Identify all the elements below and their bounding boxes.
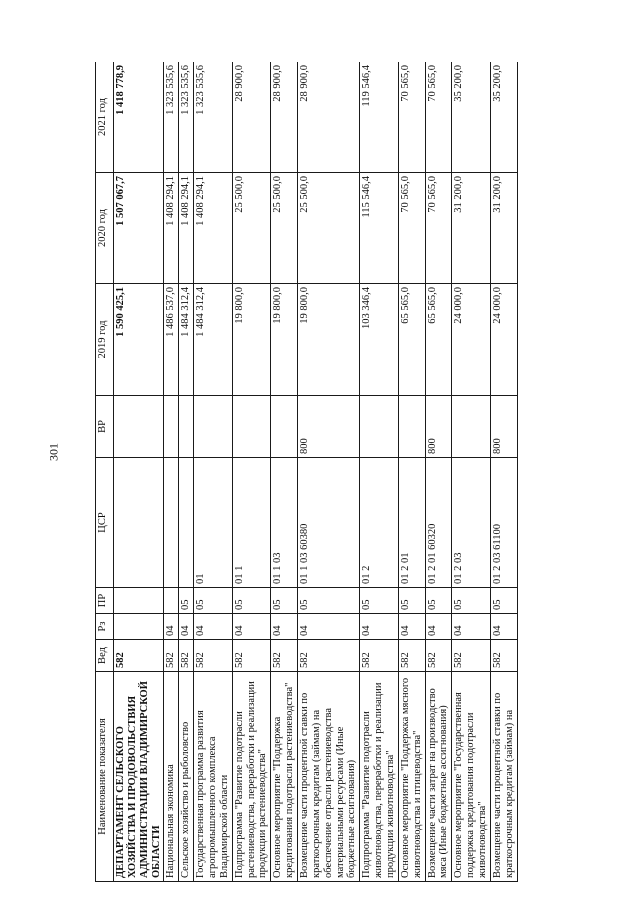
- row-2020: 25 500,0: [232, 173, 271, 284]
- row-ved: 582: [398, 640, 425, 672]
- table-row: [490, 62, 517, 882]
- table-row: [360, 62, 399, 882]
- row-csr: 01 1: [232, 458, 271, 588]
- row-ved: 582: [298, 640, 360, 672]
- row-name: Основное мероприятие "Поддержка кредитования подотрасли растениеводства": [271, 672, 298, 882]
- table-header-row: [96, 62, 114, 882]
- row-2021: 1 323 535,6: [179, 62, 194, 173]
- table-row: [114, 62, 164, 882]
- row-2019: 24 000,0: [490, 284, 517, 396]
- table-row: [194, 62, 233, 882]
- row-ved: 582: [232, 640, 271, 672]
- row-name: Сельское хозяйство и рыболовство: [179, 672, 194, 882]
- row-name: Подпрограмма "Развитие подотрасли растениеводства, переработки и реализации продукции растениеводства": [232, 672, 271, 882]
- row-ved: 582: [114, 640, 164, 672]
- row-2020: 25 500,0: [298, 173, 360, 284]
- row-pr: 05: [452, 588, 491, 614]
- row-vr: 800: [490, 396, 517, 458]
- table-row: [425, 62, 452, 882]
- row-csr: [179, 458, 194, 588]
- row-ved: 582: [360, 640, 399, 672]
- row-2020: 1 408 294,1: [194, 173, 233, 284]
- row-2019: 1 484 312,4: [194, 284, 233, 396]
- row-rz: 04: [398, 614, 425, 640]
- table-row: [164, 62, 179, 882]
- row-pr: 05: [271, 588, 298, 614]
- row-pr: 05: [398, 588, 425, 614]
- page-number: 301: [46, 443, 61, 461]
- row-rz: 04: [452, 614, 491, 640]
- row-vr: [232, 396, 271, 458]
- row-2021: 119 546,4: [360, 62, 399, 173]
- row-2020: 1 507 067,7: [114, 173, 164, 284]
- row-rz: 04: [179, 614, 194, 640]
- row-2021: 28 900,0: [271, 62, 298, 173]
- row-csr: [164, 458, 179, 588]
- row-ved: 582: [490, 640, 517, 672]
- row-pr: 05: [360, 588, 399, 614]
- row-rz: 04: [360, 614, 399, 640]
- row-rz: 04: [490, 614, 517, 640]
- header-2020: 2020 год: [96, 173, 114, 284]
- row-name: Возмещение части затрат на производство мяса (Иные бюджетные ассигнования): [425, 672, 452, 882]
- row-2020: 115 546,4: [360, 173, 399, 284]
- header-2019: 2019 год: [96, 284, 114, 396]
- row-rz: 04: [271, 614, 298, 640]
- budget-table: [95, 62, 518, 882]
- row-ved: 582: [194, 640, 233, 672]
- header-name: Наименование показателя: [96, 672, 114, 882]
- row-2021: 28 900,0: [232, 62, 271, 173]
- row-rz: 04: [425, 614, 452, 640]
- row-2020: 31 200,0: [452, 173, 491, 284]
- row-ved: 582: [179, 640, 194, 672]
- table-row: [271, 62, 298, 882]
- row-csr: 01 1 03 60380: [298, 458, 360, 588]
- row-2020: 1 408 294,1: [164, 173, 179, 284]
- row-name: Возмещение части процентной ставки по краткосрочным кредитам (займам) на обеспечение отрасли растениеводства материальными ресурсами (Иные бюджетные ассигнования): [298, 672, 360, 882]
- row-rz: 04: [232, 614, 271, 640]
- table-row: [398, 62, 425, 882]
- row-vr: [452, 396, 491, 458]
- row-2019: 19 800,0: [298, 284, 360, 396]
- row-pr: 05: [298, 588, 360, 614]
- table-row: [298, 62, 360, 882]
- row-2020: 31 200,0: [490, 173, 517, 284]
- rotated-page: [95, 62, 610, 882]
- row-2020: 70 565,0: [425, 173, 452, 284]
- table-row: [232, 62, 271, 882]
- row-pr: 05: [194, 588, 233, 614]
- row-vr: [360, 396, 399, 458]
- row-name: Возмещение части процентной ставки по краткосрочным кредитам (займам) на: [490, 672, 517, 882]
- row-2020: 70 565,0: [398, 173, 425, 284]
- row-2021: 1 323 535,6: [194, 62, 233, 173]
- row-vr: 800: [298, 396, 360, 458]
- row-pr: 05: [490, 588, 517, 614]
- row-rz: [114, 614, 164, 640]
- row-csr: 01: [194, 458, 233, 588]
- header-rz: Рз: [96, 614, 114, 640]
- row-name: Национальная экономика: [164, 672, 179, 882]
- row-pr: 05: [179, 588, 194, 614]
- row-2019: 1 484 312,4: [179, 284, 194, 396]
- row-2019: 65 565,0: [425, 284, 452, 396]
- row-ved: 582: [425, 640, 452, 672]
- header-ved: Вед: [96, 640, 114, 672]
- table-row: [452, 62, 491, 882]
- row-vr: [271, 396, 298, 458]
- row-2020: 25 500,0: [271, 173, 298, 284]
- row-2019: 1 486 537,0: [164, 284, 179, 396]
- row-csr: [114, 458, 164, 588]
- row-name: Основное мероприятие "Поддержка мясного животноводства и птицеводства": [398, 672, 425, 882]
- row-2019: 19 800,0: [271, 284, 298, 396]
- row-2019: 1 590 425,1: [114, 284, 164, 396]
- row-vr: [114, 396, 164, 458]
- row-csr: 01 2 03: [452, 458, 491, 588]
- row-2019: 19 800,0: [232, 284, 271, 396]
- row-rz: 04: [298, 614, 360, 640]
- row-2021: 70 565,0: [398, 62, 425, 173]
- row-ved: 582: [452, 640, 491, 672]
- row-2020: 1 408 294,1: [179, 173, 194, 284]
- row-pr: [114, 588, 164, 614]
- row-2019: 24 000,0: [452, 284, 491, 396]
- row-vr: 800: [425, 396, 452, 458]
- header-csr: ЦСР: [96, 458, 114, 588]
- row-rz: 04: [164, 614, 179, 640]
- row-2019: 65 565,0: [398, 284, 425, 396]
- document-area: [95, 62, 610, 882]
- row-csr: 01 2: [360, 458, 399, 588]
- row-rz: 04: [194, 614, 233, 640]
- row-csr: 01 2 03 61100: [490, 458, 517, 588]
- row-pr: 05: [425, 588, 452, 614]
- row-ved: 582: [164, 640, 179, 672]
- row-2021: 35 200,0: [452, 62, 491, 173]
- header-pr: ПР: [96, 588, 114, 614]
- row-vr: [398, 396, 425, 458]
- row-2021: 70 565,0: [425, 62, 452, 173]
- row-name: Государственная программа развития агропромышленного комплекса Владимирской области: [194, 672, 233, 882]
- row-csr: 01 2 01 60320: [425, 458, 452, 588]
- row-pr: [164, 588, 179, 614]
- row-pr: 05: [232, 588, 271, 614]
- header-2021: 2021 год: [96, 62, 114, 173]
- row-2019: 103 346,4: [360, 284, 399, 396]
- row-vr: [179, 396, 194, 458]
- header-vr: ВР: [96, 396, 114, 458]
- row-csr: 01 1 03: [271, 458, 298, 588]
- table-row: [179, 62, 194, 882]
- row-vr: [164, 396, 179, 458]
- row-vr: [194, 396, 233, 458]
- row-2021: 1 323 535,6: [164, 62, 179, 173]
- row-2021: 35 200,0: [490, 62, 517, 173]
- row-ved: 582: [271, 640, 298, 672]
- row-csr: 01 2 01: [398, 458, 425, 588]
- row-name: ДЕПАРТАМЕНТ СЕЛЬСКОГО ХОЗЯЙСТВА И ПРОДОВОЛЬСТВИЯ АДМИНИСТРАЦИИ ВЛАДИМИРСКОЙ ОБЛАСТИ: [114, 672, 164, 882]
- row-name: Подпрограмма "Развитие подотрасли животноводства, переработки и реализации продукции животноводства": [360, 672, 399, 882]
- row-name: Основное мероприятие "Государственная поддержка кредитования подотрасли животноводства": [452, 672, 491, 882]
- row-2021: 1 418 778,9: [114, 62, 164, 173]
- row-2021: 28 900,0: [298, 62, 360, 173]
